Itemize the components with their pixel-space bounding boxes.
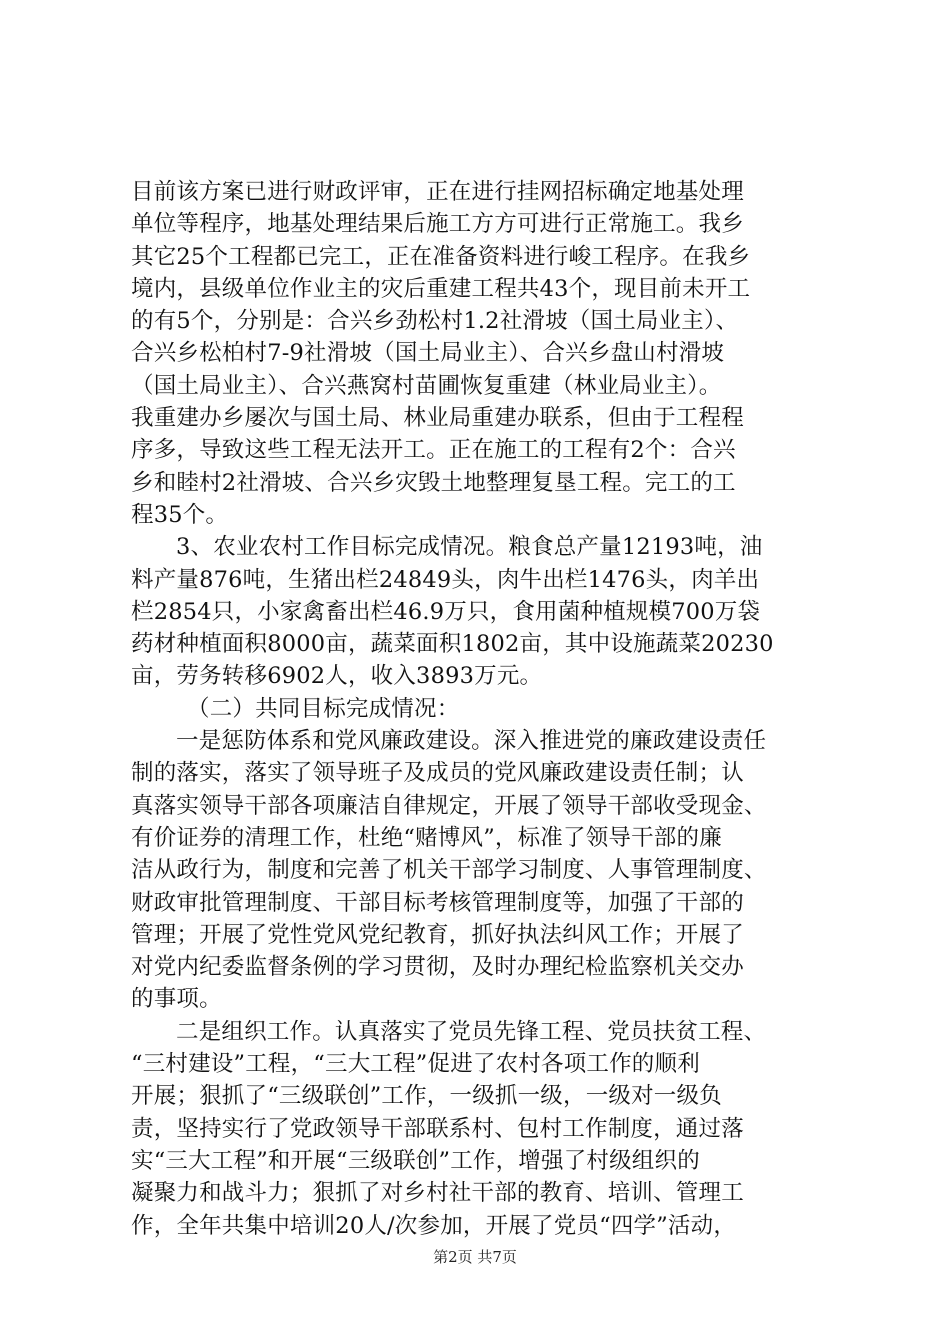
- paragraph-line: 其它25个工程都已完工，正在准备资料进行峻工程序。在我乡: [131, 243, 751, 270]
- paragraph-line: 栏2854只，小家禽畜出栏46.9万只，食用菌种植规模700万袋: [131, 598, 761, 625]
- paragraph-line: 二是组织工作。认真落实了党员先锋工程、党员扶贫工程、: [176, 1018, 767, 1045]
- paragraph-line: 料产量876吨，生猪出栏24849头，肉牛出栏1476头，肉羊出: [131, 566, 760, 593]
- paragraph-line: 乡和睦村2社滑坡、合兴乡灾毁土地整理复垦工程。完工的工: [131, 469, 736, 496]
- paragraph-line: 程35个。: [131, 501, 229, 528]
- paragraph-line: 开展；狠抓了“三级联创”工作，一级抓一级，一级对一级负: [131, 1083, 722, 1110]
- paragraph-line: 的有5个，分别是：合兴乡劲松村1.2社滑坡（国土局业主）、: [131, 308, 739, 335]
- paragraph-line: 洁从政行为，制度和完善了机关干部学习制度、人事管理制度、: [131, 857, 767, 884]
- paragraph-line: 境内，县级单位作业主的灾后重建工程共43个，现目前未开工: [131, 275, 751, 302]
- paragraph-line: 序多，导致这些工程无法开工。正在施工的工程有2个：合兴: [131, 437, 736, 464]
- paragraph-line: 药材种植面积8000亩，蔬菜面积1802亩，其中设施蔬菜20230: [131, 631, 774, 658]
- paragraph-line: 制的落实，落实了领导班子及成员的党风廉政建设责任制；认: [131, 760, 744, 787]
- paragraph-line: 3、农业农村工作目标完成情况。粮食总产量12193吨，油: [176, 534, 763, 561]
- paragraph-line: 凝聚力和战斗力；狠抓了对乡村社干部的教育、培训、管理工: [131, 1180, 744, 1207]
- paragraph-line: 合兴乡松柏村7-9社滑坡（国土局业主）、合兴乡盘山村滑坡: [131, 340, 725, 367]
- page-number-footer: 第2页 共7页: [433, 1248, 517, 1266]
- paragraph-line: 一是惩防体系和党风廉政建设。深入推进党的廉政建设责任: [176, 728, 767, 755]
- paragraph-line: 单位等程序，地基处理结果后施工方方可进行正常施工。我乡: [131, 211, 744, 238]
- paragraph-line: 责，坚持实行了党政领导干部联系村、包村工作制度，通过落: [131, 1115, 744, 1142]
- paragraph-line: 目前该方案已进行财政评审，正在进行挂网招标确定地基处理: [131, 179, 744, 205]
- section-heading: （二）共同目标完成情况：: [187, 695, 460, 722]
- paragraph-line: 我重建办乡屡次与国土局、林业局重建办联系，但由于工程程: [131, 405, 744, 432]
- paragraph-line: 有价证券的清理工作，杜绝“赌博风”，标准了领导干部的廉: [131, 824, 722, 851]
- paragraph-line: 对党内纪委监督条例的学习贯彻，及时办理纪检监察机关交办: [131, 954, 744, 981]
- paragraph-line: 亩，劳务转移6902人，收入3893万元。: [131, 663, 543, 690]
- paragraph-line: （国土局业主）、合兴燕窝村苗圃恢复重建（林业局业主）。: [131, 372, 722, 399]
- paragraph-line: 的事项。: [131, 986, 222, 1013]
- document-body: [131, 176, 831, 1242]
- paragraph-line: 实“三大工程”和开展“三级联创”工作，增强了村级组织的: [131, 1147, 700, 1174]
- paragraph-line: 真落实领导干部各项廉洁自律规定，开展了领导干部收受现金、: [131, 792, 767, 819]
- paragraph-line: 财政审批管理制度、干部目标考核管理制度等，加强了干部的: [131, 889, 744, 916]
- paragraph-line: 作，全年共集中培训20人/次参加，开展了党员“四学”活动，: [131, 1212, 737, 1239]
- paragraph-line: 管理；开展了党性党风党纪教育，抓好执法纠风工作；开展了: [131, 921, 744, 948]
- paragraph-line: “三村建设”工程，“三大工程”促进了农村各项工作的顺利: [131, 1051, 700, 1078]
